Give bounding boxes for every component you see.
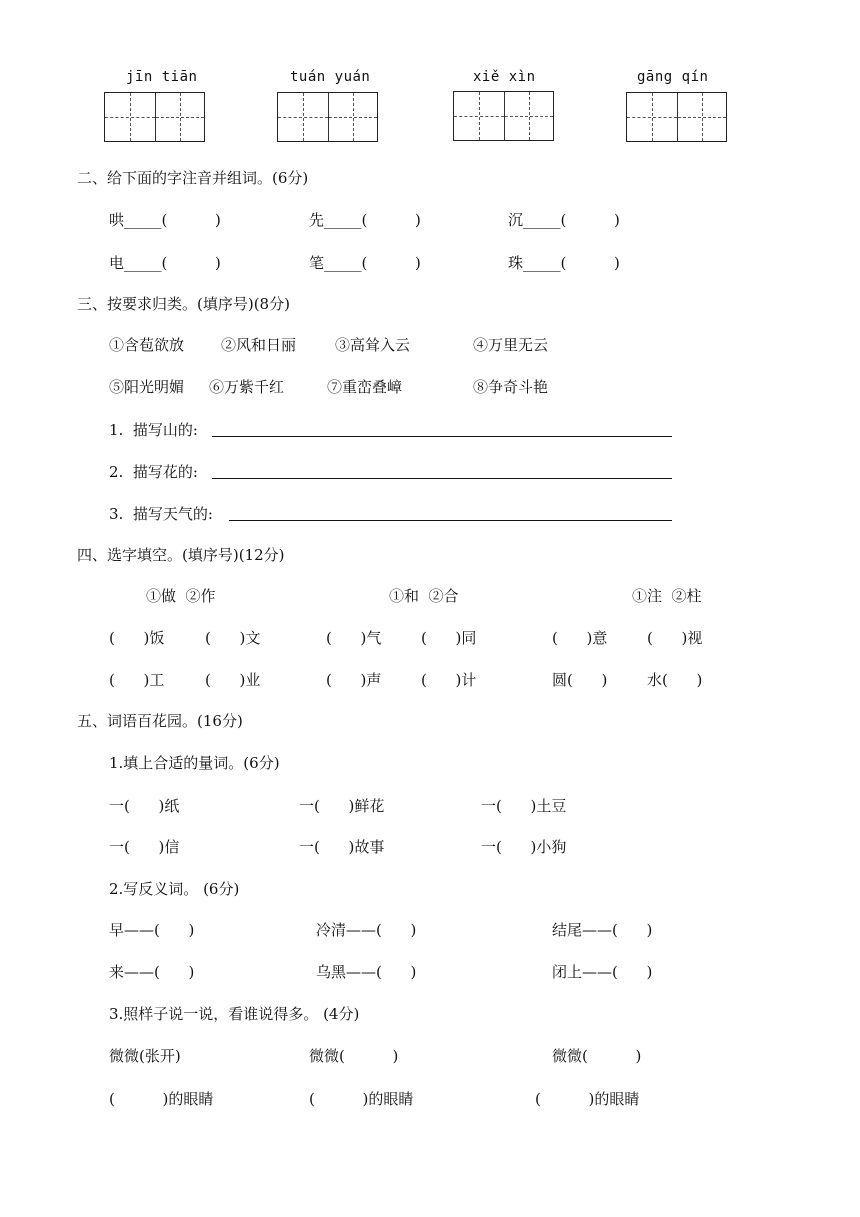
s4-r2-3[interactable]: ( )声 — [326, 671, 382, 689]
s5-ex1-2[interactable]: 微微( ) — [309, 1047, 399, 1065]
s5-ant-6[interactable]: 闭上——( ) — [552, 963, 653, 981]
pinyin-3: xiě xìn — [473, 69, 536, 85]
s3-option-3: ③高耸入云 — [335, 336, 411, 354]
s4-r1-4[interactable]: ( )同 — [421, 629, 477, 647]
s5-mw-3[interactable]: 一( )土豆 — [481, 797, 567, 815]
s3-option-4: ④万里无云 — [473, 336, 549, 354]
s2-item-1[interactable]: 哄_____( ) — [109, 211, 221, 229]
s5-sub-2: 2.写反义词。 (6分) — [109, 880, 240, 898]
s5-sub-3: 3.照样子说一说，看谁说得多。 (4分) — [109, 1005, 360, 1023]
s5-mw-4[interactable]: 一( )信 — [109, 838, 180, 856]
pinyin-4: gāng qín — [637, 69, 709, 85]
s5-ant-1[interactable]: 早——( ) — [109, 921, 195, 939]
s4-r1-5[interactable]: ( )意 — [552, 629, 608, 647]
s5-ex2-2[interactable]: ( )的眼睛 — [309, 1090, 414, 1108]
s4-r2-4[interactable]: ( )计 — [421, 671, 477, 689]
writing-box-4[interactable] — [626, 92, 727, 142]
section-3-title: 三、按要求归类。(填序号)(8分) — [77, 295, 290, 313]
s5-ant-2[interactable]: 冷清——( ) — [316, 921, 417, 939]
s5-ex2-1[interactable]: ( )的眼睛 — [109, 1090, 214, 1108]
s3-question-3: 3. 描写天气的: — [109, 505, 213, 523]
s4-r2-5[interactable]: 圆( ) — [552, 671, 608, 689]
section-5-title: 五、词语百花园。(16分) — [77, 712, 243, 730]
s2-item-5[interactable]: 笔_____( ) — [309, 254, 421, 272]
s4-group-3: ①注 ②柱 — [632, 587, 702, 605]
writing-box-1[interactable] — [104, 92, 205, 142]
s3-option-5: ⑤阳光明媚 — [109, 378, 185, 396]
s4-r1-6[interactable]: ( )视 — [647, 629, 703, 647]
s3-answer-line-1[interactable] — [212, 436, 672, 437]
writing-box-2[interactable] — [277, 92, 378, 142]
s2-item-4[interactable]: 电_____( ) — [109, 254, 221, 272]
s5-mw-2[interactable]: 一( )鲜花 — [299, 797, 385, 815]
s5-ant-5[interactable]: 乌黑——( ) — [316, 963, 417, 981]
s3-question-1: 1. 描写山的: — [109, 421, 198, 439]
s5-mw-6[interactable]: 一( )小狗 — [481, 838, 567, 856]
s4-r1-1[interactable]: ( )饭 — [109, 629, 165, 647]
s4-r2-6[interactable]: 水( ) — [647, 671, 703, 689]
section-4-title: 四、选字填空。(填序号)(12分) — [77, 546, 285, 564]
pinyin-2: tuán yuán — [290, 69, 371, 85]
s5-ex2-3[interactable]: ( )的眼睛 — [535, 1090, 640, 1108]
s5-ant-3[interactable]: 结尾——( ) — [552, 921, 653, 939]
s3-option-6: ⑥万紫千红 — [209, 378, 285, 396]
s2-item-3[interactable]: 沉_____( ) — [508, 211, 620, 229]
s3-answer-line-2[interactable] — [212, 478, 672, 479]
pinyin-1: jīn tiān — [126, 69, 198, 85]
s5-ex1-3[interactable]: 微微( ) — [552, 1047, 642, 1065]
s3-option-7: ⑦重峦叠嶂 — [327, 378, 403, 396]
s4-r1-3[interactable]: ( )气 — [326, 629, 382, 647]
section-2-title: 二、给下面的字注音并组词。(6分) — [77, 169, 309, 187]
writing-box-3[interactable] — [453, 91, 554, 141]
s4-group-2: ①和 ②合 — [389, 587, 459, 605]
s4-group-1: ①做 ②作 — [146, 587, 216, 605]
s3-option-2: ②风和日丽 — [221, 336, 297, 354]
s3-option-8: ⑧争奇斗艳 — [473, 378, 549, 396]
s3-question-2: 2. 描写花的: — [109, 463, 198, 481]
s3-answer-line-3[interactable] — [229, 520, 672, 521]
s2-item-2[interactable]: 先_____( ) — [309, 211, 421, 229]
s5-sub-1: 1.填上合适的量词。(6分) — [109, 754, 280, 772]
s5-mw-1[interactable]: 一( )纸 — [109, 797, 180, 815]
s5-ex1-1: 微微(张开) — [109, 1047, 181, 1065]
s2-item-6[interactable]: 珠_____( ) — [508, 254, 620, 272]
s3-option-1: ①含苞欲放 — [109, 336, 185, 354]
s4-r2-1[interactable]: ( )工 — [109, 671, 165, 689]
s4-r2-2[interactable]: ( )业 — [205, 671, 261, 689]
s5-ant-4[interactable]: 来——( ) — [109, 963, 195, 981]
s5-mw-5[interactable]: 一( )故事 — [299, 838, 385, 856]
s4-r1-2[interactable]: ( )文 — [205, 629, 261, 647]
